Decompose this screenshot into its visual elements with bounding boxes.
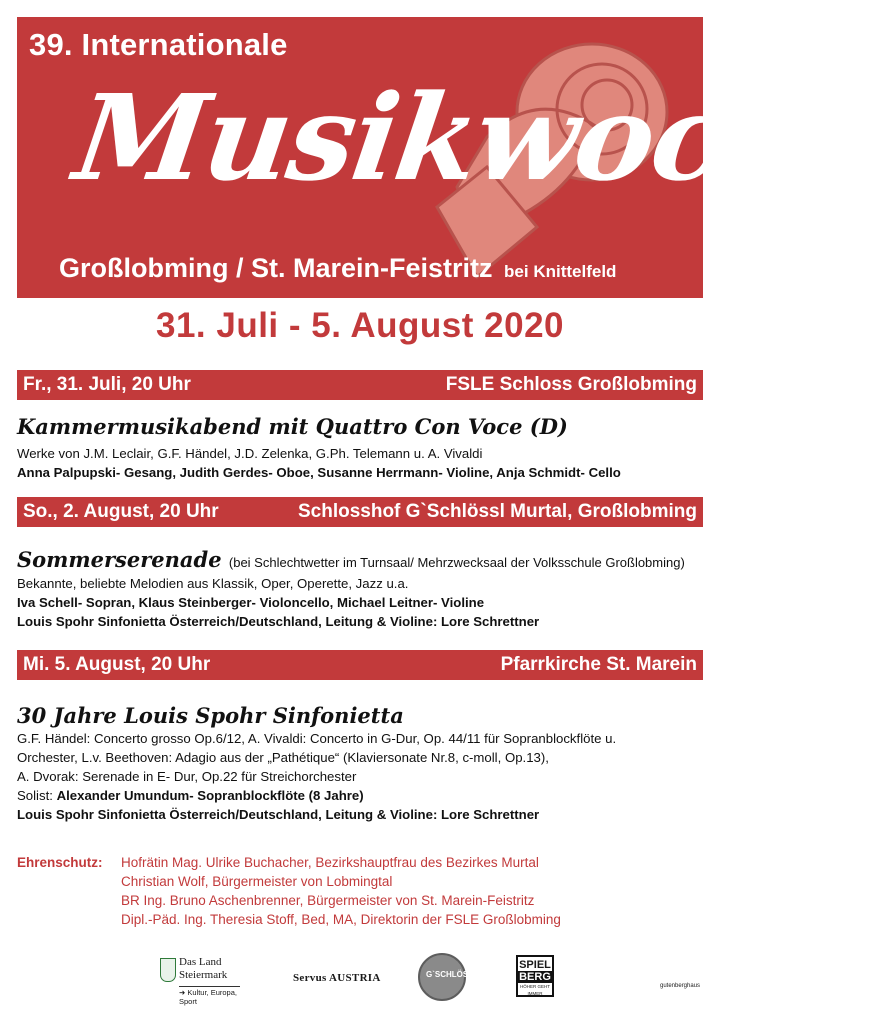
event-2-date: So., 2. August, 20 Uhr	[23, 501, 219, 522]
event-3-title: 30 Jahre Louis Spohr Sinfonietta	[17, 703, 404, 728]
gschloessl-seal-logo	[418, 953, 479, 1001]
event-2-program: Bekannte, beliebte Melodien aus Klassik, Oper, Operette, Jazz u.a.	[17, 576, 409, 591]
event-2-performers-1: Iva Schell- Sopran, Klaus Steinberger- Violoncello, Michael Leitner- Violine	[17, 595, 485, 610]
steiermark-crest-icon	[160, 958, 176, 982]
event-3-program-3: A. Dvorak: Serenade in E- Dur, Op.22 für Streichorchester	[17, 769, 357, 784]
gutenberghaus-logo: gutenberghaus	[660, 983, 701, 989]
patron-1: Hofrätin Mag. Ulrike Buchacher, Bezirkshauptfrau des Bezirkes Murtal	[121, 855, 539, 870]
festival-title: Musikwoche	[67, 68, 889, 207]
event-1-venue: FSLE Schloss Großlobming	[445, 374, 697, 395]
location-heading	[59, 253, 616, 284]
event-3-soloist-line	[17, 788, 364, 803]
event-3-soloist-label: Solist:	[17, 788, 53, 803]
header-banner	[17, 17, 889, 298]
land-line-2: Steiermark	[179, 969, 228, 981]
patron-4: Dipl.-Päd. Ing. Theresia Stoff, Bed, MA, Direktorin der FSLE Großlobming	[121, 912, 561, 927]
patronage-label: Ehrenschutz:	[17, 855, 103, 870]
event-3-bar	[17, 650, 703, 680]
event-1-performers: Anna Palpupski- Gesang, Judith Gerdes- Oboe, Susanne Herrmann- Violine, Anja Schmidt- Cello	[17, 465, 621, 480]
event-3-soloist: Alexander Umundum- Sopranblockflöte (8 Jahre)	[56, 788, 364, 803]
event-3-program-2: Orchester, L.v. Beethoven: Adagio aus der „Pathétique“ (Klaviersonate Nr.8, c-moll, Op.13),	[17, 750, 549, 765]
land-steiermark-logo	[160, 956, 240, 1006]
land-line-1: Das Land	[179, 956, 222, 968]
location-text: Großlobming / St. Marein-Feistritz	[59, 253, 493, 283]
event-1-program: Werke von J.M. Leclair, G.F. Händel, J.D. Zelenka, G.Ph. Telemann u. A. Vivaldi	[17, 446, 483, 461]
festival-dates: 31. Juli - 5. August 2020	[155, 306, 564, 345]
spielberg-logo	[516, 955, 554, 997]
event-3-date: Mi. 5. August, 20 Uhr	[23, 654, 211, 675]
edition-heading: 39. Internationale	[29, 27, 288, 62]
servus-austria-logo: Servus AUSTRIA	[293, 972, 381, 984]
spielberg-line-1: SPIEL	[519, 959, 551, 971]
event-2-venue: Schlosshof G`Schlössl Murtal, Großlobming	[297, 501, 697, 522]
event-1-title: Kammermusikabend mit Quattro Con Voce (D)	[17, 414, 568, 439]
event-3-program-1: G.F. Händel: Concerto grosso Op.6/12, A. Vivaldi: Concerto in G-Dur, Op. 44/11 für Sopranblockflöte u.	[17, 731, 617, 746]
event-3-performers: Louis Spohr Sinfonietta Österreich/Deutschland, Leitung & Violine: Lore Schrettner	[17, 807, 540, 822]
event-1-bar	[17, 370, 703, 400]
event-2-performers-2: Louis Spohr Sinfonietta Österreich/Deutschland, Leitung & Violine: Lore Schrettner	[17, 614, 540, 629]
seal-text: G`SCHLÖSSL	[426, 970, 479, 979]
event-2-bar	[17, 497, 703, 527]
patron-2: Christian Wolf, Bürgermeister von Lobmingtal	[121, 874, 393, 889]
spielberg-line-2: BERG	[519, 971, 551, 983]
event-1-date: Fr., 31. Juli, 20 Uhr	[23, 374, 191, 395]
event-3-venue: Pfarrkirche St. Marein	[500, 654, 697, 675]
location-note: bei Knittelfeld	[504, 262, 617, 281]
event-2-title-line	[17, 547, 685, 572]
event-2-weather-note: (bei Schlechtwetter im Turnsaal/ Mehrzwecksaal der Volksschule Großlobming)	[228, 555, 685, 570]
spielberg-slogan: HÖHER GEHT IMMER	[519, 984, 550, 996]
land-line-3: ➜ Kultur, Europa, Sport	[179, 986, 240, 1006]
event-2-title: Sommerserenade	[17, 547, 222, 572]
patron-3: BR Ing. Bruno Aschenbrenner, Bürgermeister von St. Marein-Feistritz	[121, 893, 535, 908]
